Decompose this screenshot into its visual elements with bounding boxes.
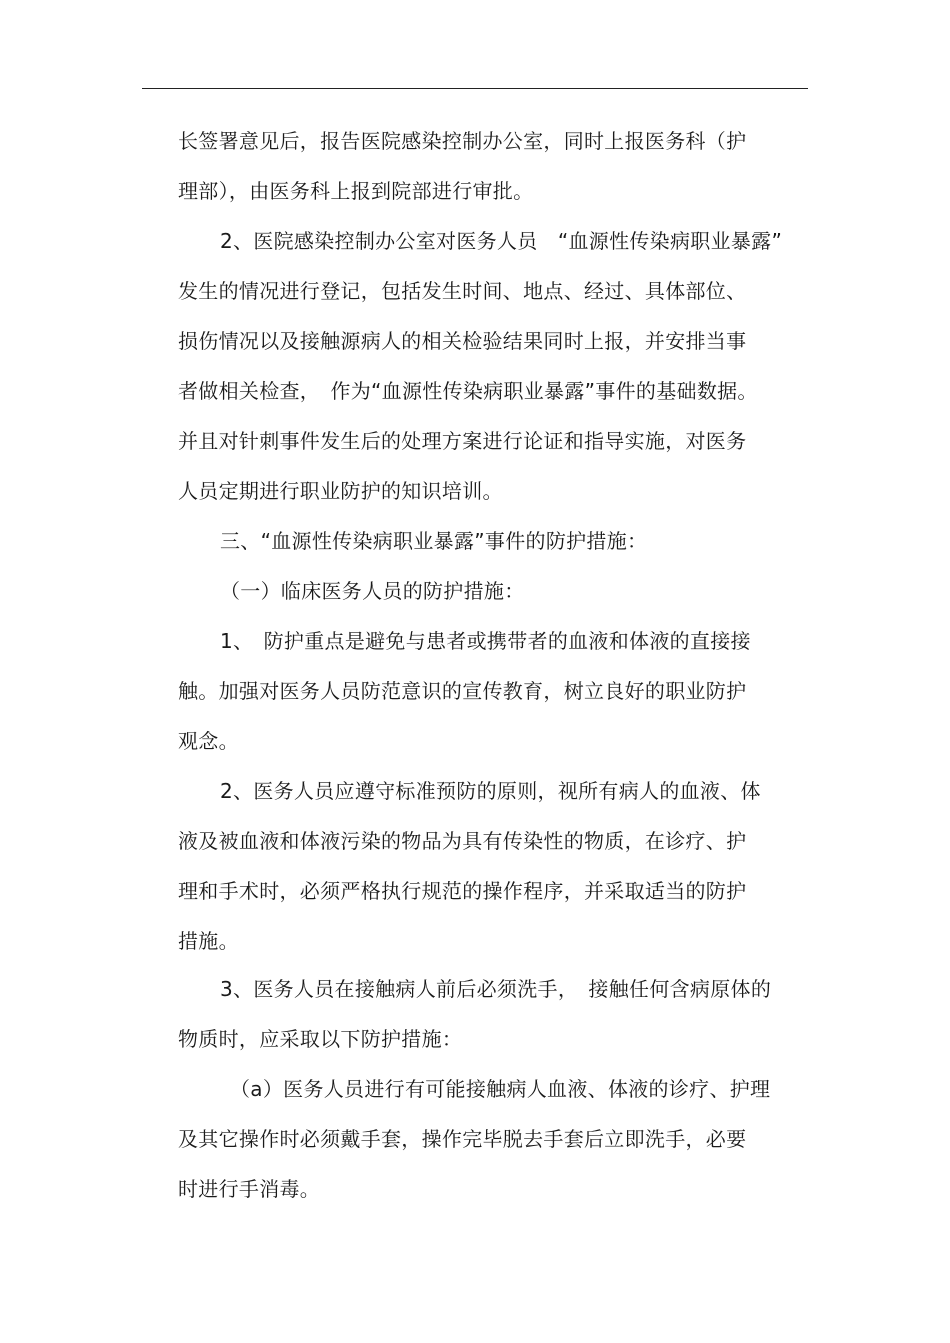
text-line: 物质时，应采取以下防护措施： [178, 1027, 463, 1051]
subsection-heading: （一）临床医务人员的防护措施： [220, 579, 525, 603]
text-line: 发生的情况进行登记，包括发生时间、地点、经过、具体部位、 [178, 279, 747, 303]
text-line: 2、医院感染控制办公室对医务人员 “血源性传染病职业暴露” [220, 229, 783, 253]
text-line: 人员定期进行职业防护的知识培训。 [178, 479, 503, 503]
text-line: 理和手术时，必须严格执行规范的操作程序，并采取适当的防护 [178, 879, 747, 903]
text-line: 3、医务人员在接触病人前后必须洗手， 接触任何含病原体的 [220, 977, 772, 1001]
text-line: 1、 防护重点是避免与患者或携带者的血液和体液的直接接 [220, 629, 751, 653]
text-line: 长签署意见后，报告医院感染控制办公室，同时上报医务科（护 [178, 129, 747, 153]
text-line: 者做相关检查， 作为“血源性传染病职业暴露”事件的基础数据。 [178, 379, 758, 403]
text-line: 措施。 [178, 929, 239, 953]
text-line: 2、医务人员应遵守标准预防的原则，视所有病人的血液、体 [220, 779, 761, 803]
text-line: 时进行手消毒。 [178, 1177, 321, 1201]
text-line: 触。加强对医务人员防范意识的宣传教育，树立良好的职业防护 [178, 679, 747, 703]
text-line: （a）医务人员进行有可能接触病人血液、体液的诊疗、护理 [230, 1077, 771, 1101]
text-line: 理部），由医务科上报到院部进行审批。 [178, 179, 534, 203]
text-line: 液及被血液和体液污染的物品为具有传染性的物质，在诊疗、护 [178, 829, 747, 853]
text-line: 观念。 [178, 729, 239, 753]
text-line: 损伤情况以及接触源病人的相关检验结果同时上报，并安排当事 [178, 329, 747, 353]
section-heading: 三、“血源性传染病职业暴露”事件的防护措施： [220, 529, 648, 553]
text-line: 及其它操作时必须戴手套，操作完毕脱去手套后立即洗手，必要 [178, 1127, 747, 1151]
text-line: 并且对针刺事件发生后的处理方案进行论证和指导实施，对医务 [178, 429, 747, 453]
